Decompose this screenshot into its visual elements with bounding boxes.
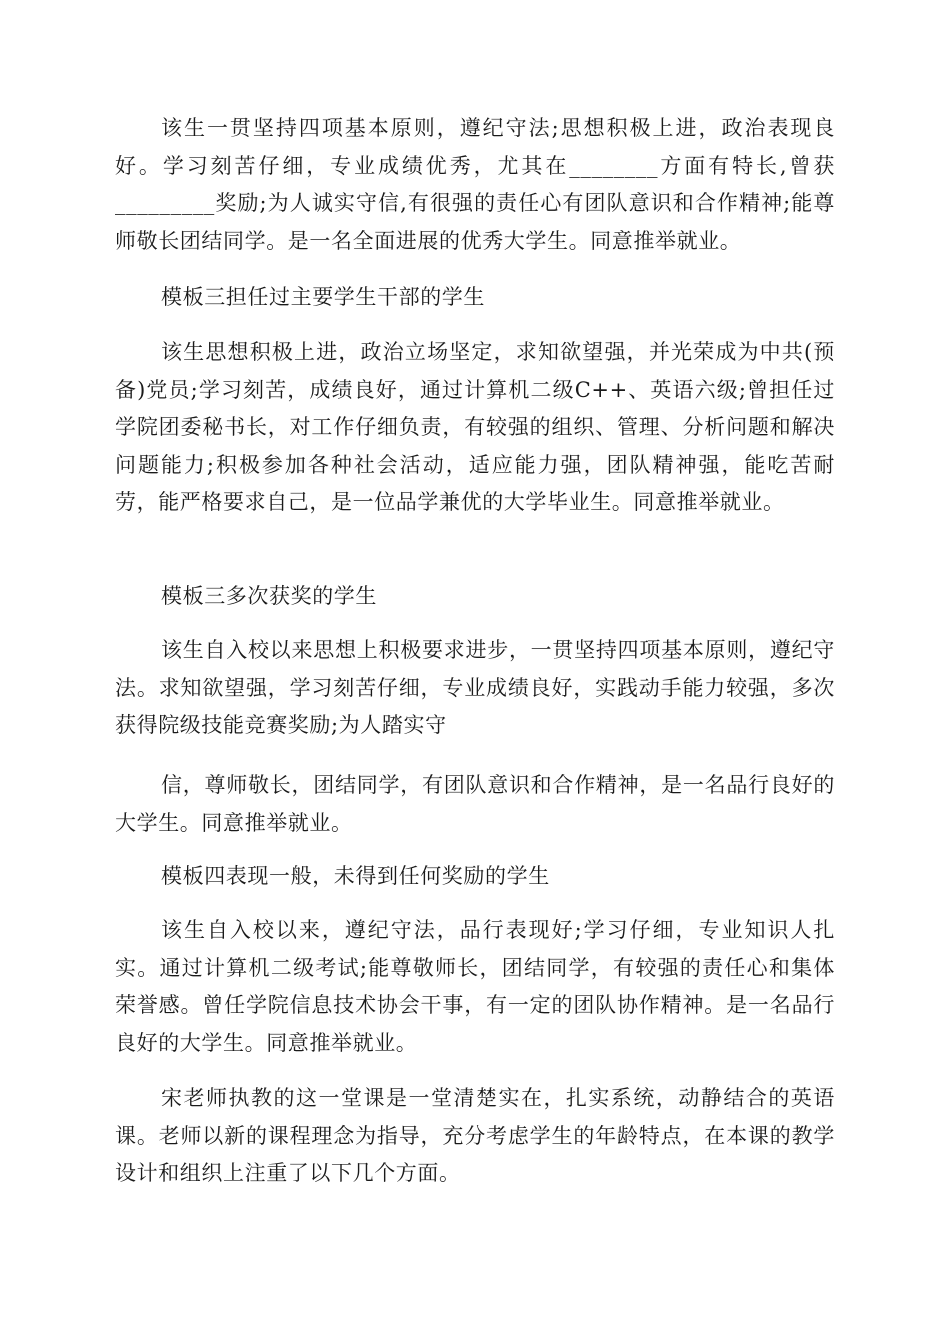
paragraph-award-winner-recommendation: 该生自入校以来思想上积极要求进步，一贯坚持四项基本原则，遵纪守法。求知欲望强，学习刻苦仔细，专业成绩良好，实践动手能力较强，多次获得院级技能竞赛奖励;为人踏实守 [115,638,835,737]
paragraph-lesson-evaluation: 宋老师执教的这一堂课是一堂清楚实在，扎实系统，动静结合的英语课。老师以新的课程理念为指导，充分考虑学生的年龄特点，在本课的教学设计和组织上注重了以下几个方面。 [115,1086,835,1185]
paragraph-award-winner-continued: 信，尊师敬长，团结同学，有团队意识和合作精神，是一名品行良好的大学生。同意推举就业。 [115,773,835,835]
paragraph-general-recommendation: 该生一贯坚持四项基本原则，遵纪守法;思想积极上进，政治表现良好。学习刻苦仔细，专业成绩优秀，尤其在________方面有特长,曾获_________奖励;为人诚实守信,有很强的责任心有团队意识和合作精神;能尊师敬长团结同学。是一名全面进展的优秀大学生。同意推举就业。 [115,116,835,253]
heading-average-student-template: 模板四表现一般，未得到任何奖励的学生 [161,864,550,888]
heading-student-cadre-template: 模板三担任过主要学生干部的学生 [161,285,485,309]
heading-award-winner-template: 模板三多次获奖的学生 [161,584,377,608]
paragraph-average-student-recommendation: 该生自入校以来，遵纪守法，品行表现好;学习仔细，专业知识人扎实。通过计算机二级考试;能尊敬师长，团结同学，有较强的责任心和集体荣誉感。曾任学院信息技术协会干事，有一定的团队协作精神。是一名品行良好的大学生。同意推举就业。 [115,918,835,1055]
paragraph-student-cadre-recommendation: 该生思想积极上进，政治立场坚定，求知欲望强，并光荣成为中共(预备)党员;学习刻苦，成绩良好，通过计算机二级C++、英语六级;曾担任过学院团委秘书长，对工作仔细负责，有较强的组织、管理、分析问题和解决问题能力;积极参加各种社会活动，适应能力强，团队精神强，能吃苦耐劳，能严格要求自己，是一位品学兼优的大学毕业生。同意推举就业。 [115,340,835,514]
